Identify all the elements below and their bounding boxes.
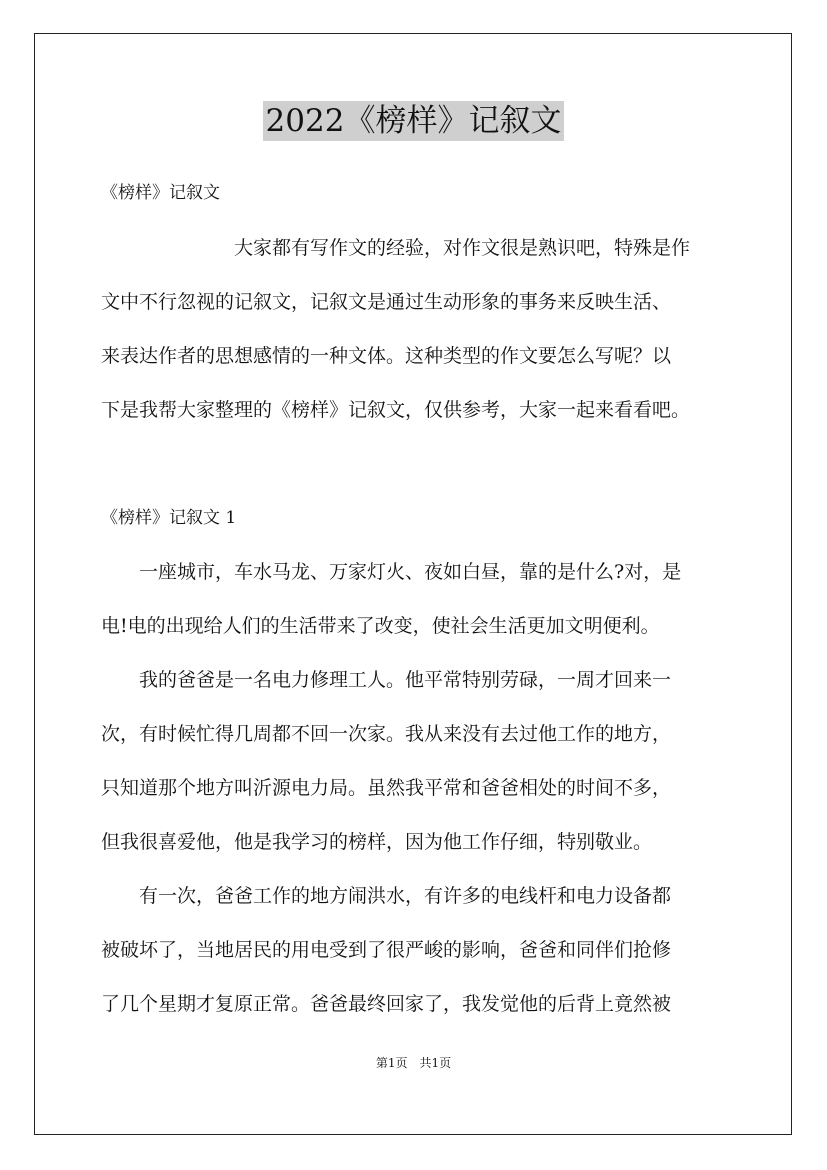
- paragraph-line: 被破坏了，当地居民的用电受到了很严峻的影响，爸爸和同伴们抢修: [101, 939, 672, 961]
- paragraph-3: [101, 869, 741, 1031]
- intro-line: 文中不行忽视的记叙文，记叙文是通过生动形象的事务来反映生活、: [101, 291, 672, 313]
- paragraph-line: 次，有时候忙得几周都不回一次家。我从来没有去过他工作的地方，: [101, 723, 672, 745]
- title-container: [0, 101, 827, 141]
- subheading: 《榜样》记叙文: [101, 183, 220, 203]
- intro-line: 来表达作者的思想感情的一种文体。这种类型的作文要怎么写呢？以: [101, 345, 672, 367]
- intro-line: 大家都有写作文的经验，对作文很是熟识吧，特殊是作: [101, 237, 691, 259]
- intro-paragraph: [101, 221, 741, 437]
- paragraph-line: 我的爸爸是一名电力修理工人。他平常特别劳碌，一周才回来一: [101, 669, 672, 691]
- paragraph-line: 一座城市，车水马龙、万家灯火、夜如白昼，靠的是什么?对，是: [101, 561, 682, 583]
- intro-line: 下是我帮大家整理的《榜样》记叙文，仅供参考，大家一起来看看吧。: [101, 399, 691, 421]
- paragraph-2: [101, 653, 741, 869]
- paragraph-line: 只知道那个地方叫沂源电力局。虽然我平常和爸爸相处的时间不多，: [101, 777, 672, 799]
- paragraph-line: 有一次，爸爸工作的地方闹洪水，有许多的电线杆和电力设备都: [101, 885, 672, 907]
- page-footer: 第1页 共1页: [375, 1056, 452, 1070]
- paragraph-line: 电!电的出现给人们的生活带来了改变，使社会生活更加文明便利。: [101, 615, 660, 637]
- paragraph-1: [101, 545, 741, 653]
- paragraph-line: 但我很喜爱他，他是我学习的榜样，因为他工作仔细，特别敬业。: [101, 831, 653, 853]
- paragraph-line: 了几个星期才复原正常。爸爸最终回家了，我发觉他的后背上竟然被: [101, 993, 672, 1015]
- section-heading: 《榜样》记叙文 1: [101, 508, 237, 528]
- document-title: 2022《榜样》记叙文: [263, 101, 565, 141]
